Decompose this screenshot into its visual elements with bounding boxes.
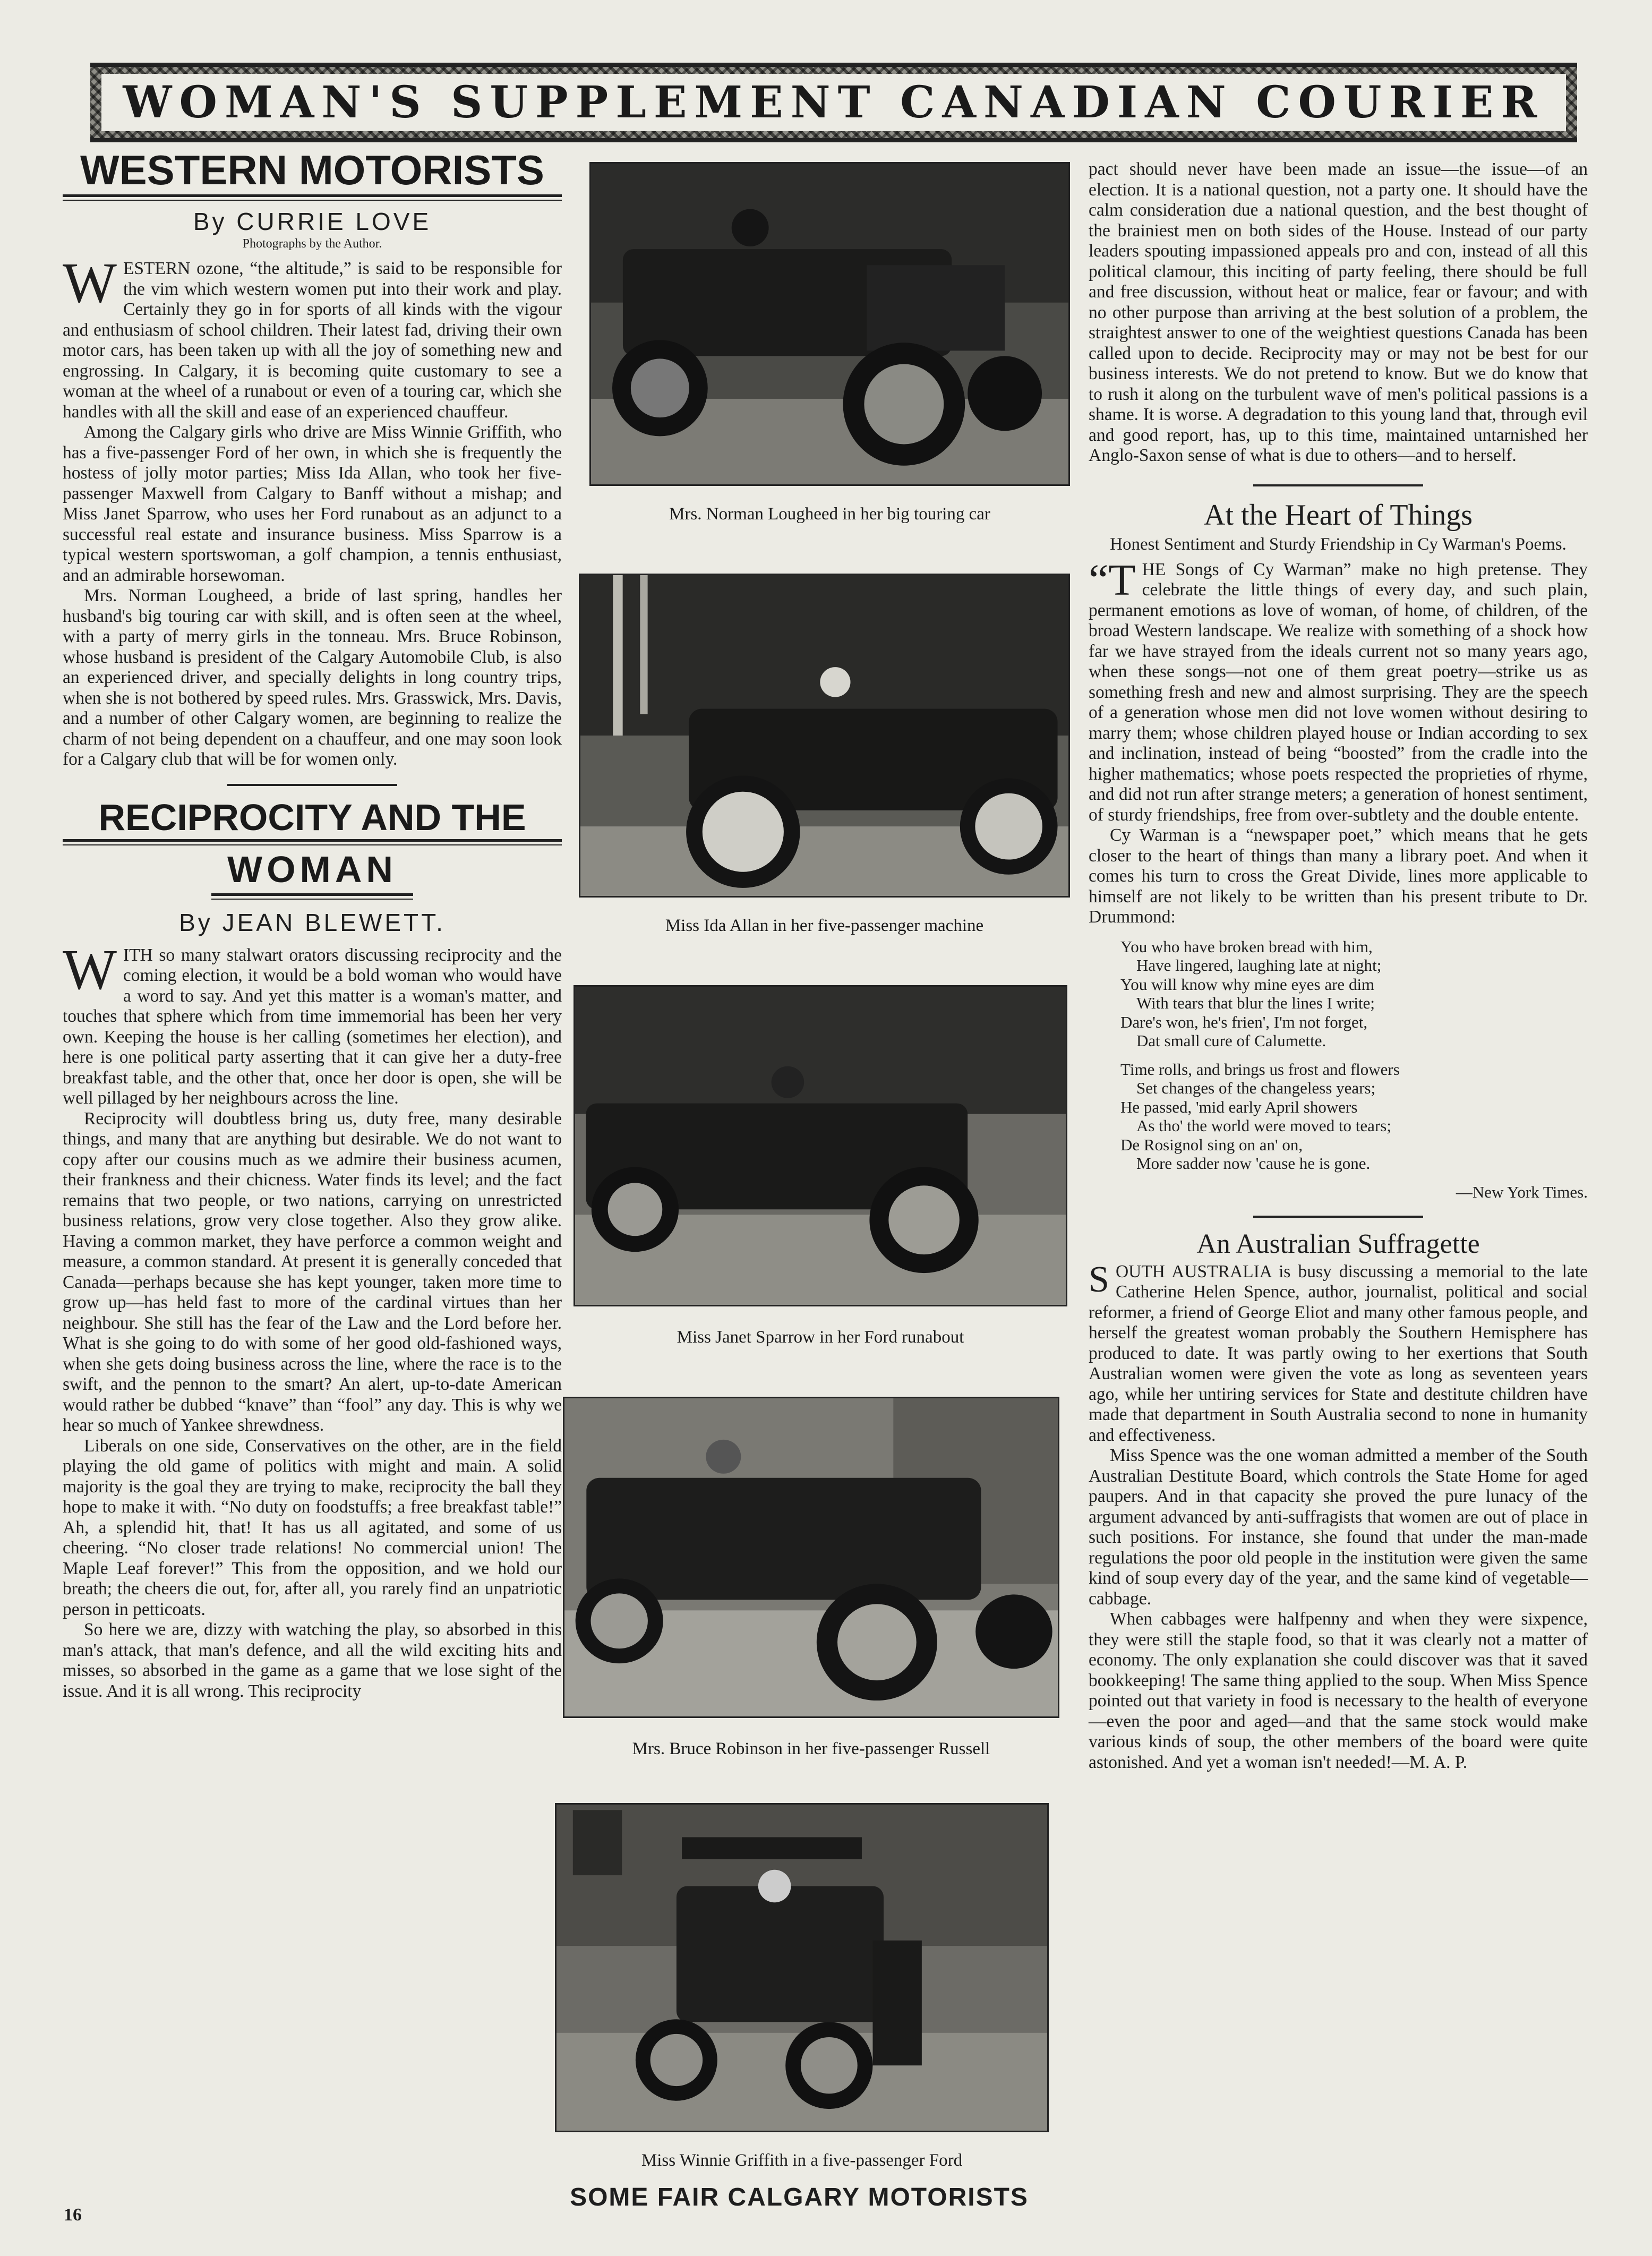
article-paragraph: Reciprocity will doubtless bring us, duty free, many desirable things, and many that are anything but desirable. We do not want to copy after our cousins much as we admire their business acumen, their frankness and their chicness. Water finds its level; and the fact remains that two people, or two nations, carrying on unrestricted business relations, grow very close together. Also they grow alike. Having a common market, they have perforce a common weight and measure, a common standard. At present it is generally conceded that Canada—perhaps because she has kept younger, taken more time to grow up—has held fast to more of the cardinal virtues than her neighbour. She still has the fear of the Law and the Lord before her. What is she going to do with some of her good old-fashioned ways, when she gets doing business across the line, where the race is to the swift, and the pennon to the smart? An alert, up-to-date American would rather be dubbed “knave” than “fool” any day. This is why we hear so much of Yankee shrewdness. bbox=[63, 1108, 562, 1435]
drop-cap: “T bbox=[1089, 555, 1136, 605]
drop-cap: W bbox=[63, 252, 117, 315]
drop-cap: S bbox=[1089, 1259, 1109, 1300]
title-rule bbox=[63, 839, 562, 845]
photo-russell bbox=[563, 1397, 1059, 1718]
title-rule bbox=[211, 893, 413, 900]
article-paragraph: Liberals on one side, Conservatives on the other, are in the field playing the old game of politics with might and main. A solid majority is the goal they are trying to make, reciprocity the ball they hope to make it with. “No duty on foodstuffs; a free breakfast table!” Ah, a splendid hit, that! It has us all agitated, and some of us cheering. “No closer trade relations! No commercial union! The Maple Leaf forever!” This from the opposition, and we hold our breath; the cheers die out, for, after all, you rarely find an unpatriotic person in petticoats. bbox=[63, 1435, 562, 1619]
poem-line: Set changes of the changeless years; bbox=[1136, 1079, 1376, 1097]
photo-ford-runabout bbox=[574, 985, 1067, 1306]
article-paragraph: When cabbages were halfpenny and when they were sixpence, they were still the staple food, so that it was clearly not a matter of economy. The only explanation she could discover was that it saved bookkeeping! The same thing applied to the soup. When Miss Spence pointed out that variety in food is necessary to the health of everyone—even the poor and aged—and that the same stock would make various kinds of soup, the other members of the board were quite astonished. And yet a woman isn't needed!—M. A. P. bbox=[1089, 1609, 1588, 1772]
right-column bbox=[1089, 159, 1588, 1773]
gallery-title: SOME FAIR CALGARY MOTORISTS bbox=[570, 2183, 1029, 2211]
article-subtitle: Honest Sentiment and Sturdy Friendship in Cy Warman's Poems. bbox=[1110, 534, 1567, 554]
article-australian-suffragette bbox=[1089, 1228, 1588, 1773]
title-rule bbox=[63, 194, 562, 201]
poem-attribution: —New York Times. bbox=[1456, 1182, 1588, 1201]
poem bbox=[1120, 937, 1588, 1173]
article-paragraph: Mrs. Norman Lougheed, a bride of last spring, handles her husband's big touring car with skill, and is often seen at the wheel, with a party of merry girls in the tonneau. Mrs. Bruce Robinson, whose husband is president of the Calgary Automobile Club, is also an experienced driver, and specially delights in long country trips, when she is not bothered by speed rules. Mrs. Grasswick, Mrs. Davis, and a number of other Calgary women, are beginning to realize the charm of not being dependent on a chauffeur, and one may soon look for a Calgary club that will be for women only. bbox=[63, 586, 562, 769]
article-paragraph: “THE Songs of Cy Warman” make no high pretense. They celebrate the little things of every day, and such plain, permanent emotions as love of woman, of home, of children, of the broad Western landscape. We realize with something of a shock how far we have strayed from the ideals current not so many years ago, when these songs—not one of them great poetry—strike us as something fresh and new and almost surprising. They are the speech of a generation whose men did not love women without desiring to marry them; whose children played house or Indian according to sex and inclination, instead of being “boosted” from the cradle into the higher mathematics; whose poets respected the proprieties of rhyme, and did not run after strange meters; a generation of honest sentiment, of sturdy friendships, free from over-subtlety and the double entente. bbox=[1089, 555, 1588, 825]
article-paragraph: Miss Spence was the one woman admitted a member of the South Australian Destitute Board, which controls the State Home for aged paupers. And in that capacity she proved the pure lunacy of the argument advanced by anti-suffragists that women are out of place in such positions. For instance, she found that under the man-made regulations the poor old people in the institution were given the same kind of soup every day of the year, and the same kind of vegetable—cabbage. bbox=[1089, 1446, 1588, 1609]
section-divider bbox=[1253, 484, 1423, 486]
photo-caption: Miss Janet Sparrow in her Ford runabout bbox=[677, 1328, 964, 1347]
article-paragraph: SOUTH AUSTRALIA is busy discussing a memorial to the late Catherine Helen Spence, author, journalist, political and social reformer, a friend of George Eliot and many other famous people, and herself the greatest woman probably the Southern Hemisphere has produced to date. It was partly owing to her exertions that South Australian women were given the vote as long as seventeen years ago, while her untiring services for State and destitute children have made that department in South Australia second to none in humanity and effectiveness. bbox=[1089, 1259, 1588, 1445]
article-title: An Australian Suffragette bbox=[1196, 1228, 1480, 1259]
photo-touring-car bbox=[589, 162, 1070, 486]
page-number: 16 bbox=[64, 2205, 82, 2225]
article-paragraph: Cy Warman is a “newspaper poet,” which means that he gets closer to the heart of things than many a library poet. And when it comes his turn to cross the Great Divide, lines more applicable to himself are not likely to be written than his present tribute to Dr. Drummond: bbox=[1089, 825, 1588, 927]
poem-stanza bbox=[1120, 937, 1588, 1050]
article-title-line1: RECIPROCITY AND THE bbox=[98, 796, 526, 838]
article-byline: By JEAN BLEWETT. bbox=[179, 908, 446, 936]
article-title-line2: WOMAN bbox=[227, 848, 397, 890]
article-reciprocity bbox=[63, 796, 562, 1702]
photo-caption: Mrs. Bruce Robinson in her five-passenger Russell bbox=[632, 1739, 990, 1758]
poem-line: Time rolls, and brings us frost and flowers bbox=[1120, 1059, 1400, 1079]
article-paragraph: WITH so many stalwart orators discussing reciprocity and the coming election, it would be a bold woman who would have a word to say. And yet this matter is a woman's matter, and touches that sphere which from time immemorial has been her very own. Keeping the house is her calling (sometimes her election), and here is one political party asserting that it can give her a duty-free breakfast table, and the other that, once her door is open, she will be well pillaged by her neighbours across the line. bbox=[63, 938, 562, 1108]
poem-line: De Rosignol sing on an' on, bbox=[1120, 1135, 1303, 1154]
poem-line: He passed, 'mid early April showers bbox=[1120, 1097, 1358, 1116]
poem-line: As tho' the world were moved to tears; bbox=[1136, 1116, 1391, 1135]
poem-line: With tears that blur the lines I write; bbox=[1136, 994, 1375, 1012]
poem-line: Dat small cure of Calumette. bbox=[1136, 1031, 1326, 1050]
section-divider bbox=[1253, 1216, 1423, 1218]
poem-line: More sadder now 'cause he is gone. bbox=[1136, 1154, 1371, 1173]
section-divider bbox=[227, 784, 397, 786]
photo-caption: Mrs. Norman Lougheed in her big touring car bbox=[669, 505, 990, 524]
masthead-banner bbox=[90, 63, 1577, 142]
photo-credit: Photographs by the Author. bbox=[242, 237, 382, 251]
article-title: WESTERN MOTORISTS bbox=[80, 147, 544, 193]
photo-caption: Miss Ida Allan in her five-passenger machine bbox=[665, 916, 984, 935]
article-byline: By CURRIE LOVE bbox=[193, 208, 432, 235]
poem-line: Dare's won, he's frien', I'm not forget, bbox=[1120, 1012, 1368, 1031]
poem-line: You who have broken bread with him, bbox=[1120, 937, 1373, 956]
poem-line: Have lingered, laughing late at night; bbox=[1136, 956, 1382, 975]
poem-stanza bbox=[1120, 1060, 1588, 1173]
photo-caption: Miss Winnie Griffith in a five-passenger Ford bbox=[641, 2151, 963, 2170]
masthead-title: WOMAN'S SUPPLEMENT CANADIAN COURIER bbox=[101, 74, 1565, 131]
continued-paragraph: pact should never have been made an issue—the issue—of an election. It is a national question, not a party one. It should have the calm consideration due a national question, and the best thought of the brainiest men on both sides of the House. Instead of our party leaders spouting impassioned appeals pro and con, instead of all this political clamour, this inciting of party feeling, there should be full and free discussion, without heat or malice, fear or favour; and with no other purpose than arriving at the best solution of a problem, the straightest answer to one of the weightiest questions Canada has been called upon to decide. Reciprocity may or may not be best for our business interests. We do not pretend to know. But we do know that to rush it along on the turbulent wave of men's political passions is a shame. It is worse. A degradation to this young land that, through evil and good report, has, up to this time, maintained untarnished her Anglo-Saxon sense of what is due to others—and to herself. bbox=[1089, 159, 1588, 465]
article-heart-of-things bbox=[1089, 498, 1588, 1202]
article-paragraph: So here we are, dizzy with watching the play, so absorbed in this man's attack, that man's defence, and all the wild exciting hits and misses, so absorbed in the game as a game that we lose sight of the issue. And it is all wrong. This reciprocity bbox=[63, 1620, 562, 1701]
photo-five-passenger-machine bbox=[579, 574, 1070, 898]
left-column bbox=[63, 143, 562, 1702]
drop-cap: W bbox=[63, 938, 117, 1002]
poem-line: You will know why mine eyes are dim bbox=[1120, 975, 1375, 994]
article-paragraph: Among the Calgary girls who drive are Miss Winnie Griffith, who has a five-passenger Ford of her own, in which she is frequently the hostess of jolly motor parties; Miss Ida Allan, who took her five-passenger Maxwell from Calgary to Banff without a mishap; and Miss Janet Sparrow, who uses her Ford runabout as an adjunct to a successful real estate and insurance business. Miss Sparrow is a typical western sportswoman, a golf champion, a tennis enthusiast, and an admirable horsewoman. bbox=[63, 422, 562, 585]
article-title: At the Heart of Things bbox=[1204, 498, 1473, 532]
article-paragraph: WESTERN ozone, “the altitude,” is said to be responsible for the vim which western women put into their work and play. Certainly they go in for sports of all kinds with the vigour and enthusiasm of school children. Their latest fad, driving their own motor cars, has been taken up with all the joy of something new and engrossing. In Calgary, it is becoming quite customary to see a woman at the wheel of a runabout or even of a touring car, which she handles with all the skill and ease of an experienced chauffeur. bbox=[63, 252, 562, 422]
article-western-motorists bbox=[63, 146, 562, 770]
photo-ford bbox=[555, 1803, 1049, 2132]
